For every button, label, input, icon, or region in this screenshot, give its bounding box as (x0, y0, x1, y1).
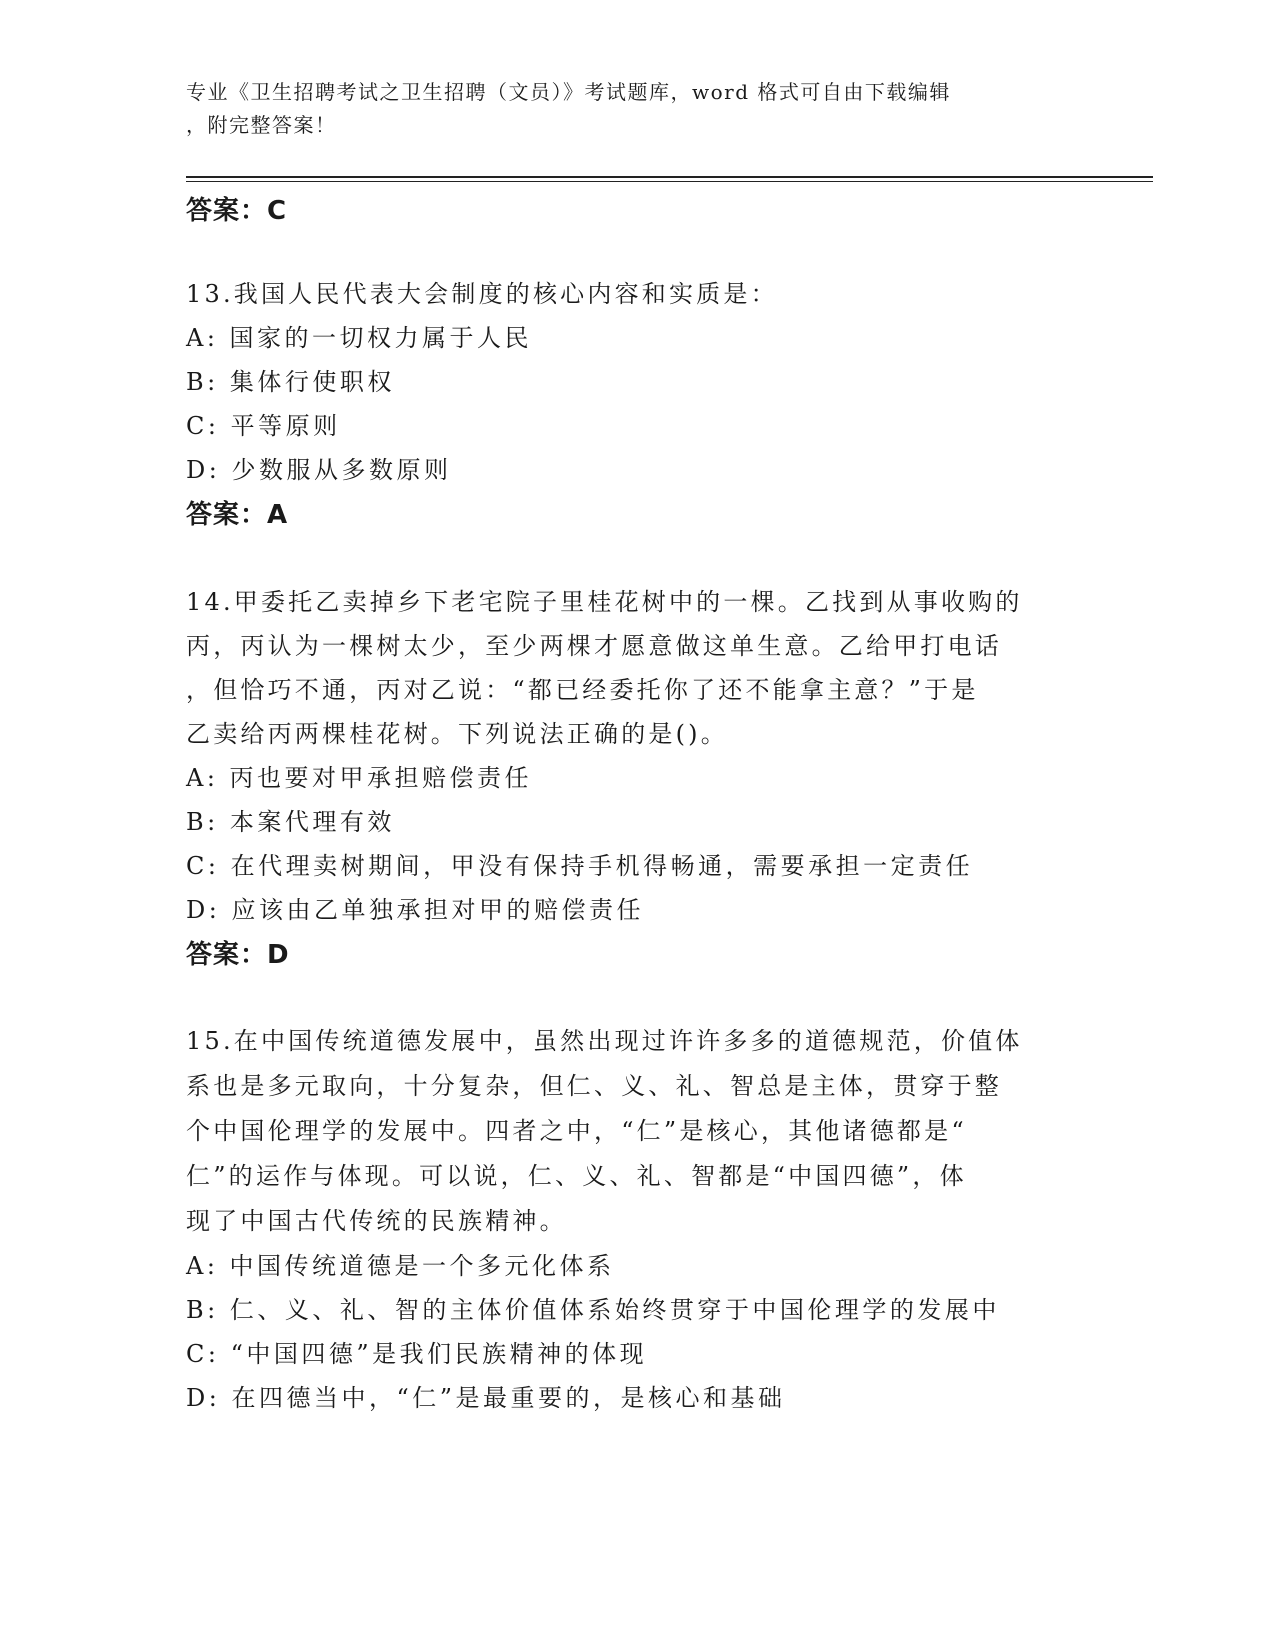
question-14-option-d: D: 应该由乙单独承担对甲的赔偿责任 (186, 896, 644, 924)
page-header (186, 76, 1086, 142)
question-15-stem-line: 个中国伦理学的发展中。四者之中，“仁”是核心，其他诸德都是“ (186, 1117, 967, 1145)
question-14-option-b: B: 本案代理有效 (186, 808, 395, 836)
question-13-answer: 答案：A (186, 500, 289, 530)
question-14-option-c: C: 在代理卖树期间，甲没有保持手机得畅通，需要承担一定责任 (186, 852, 974, 880)
question-14-stem-line: ，但恰巧不通，丙对乙说：“都已经委托你了还不能拿主意？”于是 (186, 676, 979, 704)
question-15-stem-line: 系也是多元取向，十分复杂，但仁、义、礼、智总是主体，贯穿于整 (186, 1072, 1002, 1100)
question-14-option-a: A: 丙也要对甲承担赔偿责任 (186, 764, 533, 792)
question-14-stem-line: 14.甲委托乙卖掉乡下老宅院子里桂花树中的一棵。乙找到从事收购的 (186, 588, 1023, 616)
header-divider (186, 176, 1153, 178)
question-15-stem-line: 15.在中国传统道德发展中，虽然出现过许许多多的道德规范，价值体 (186, 1027, 1023, 1055)
previous-answer: 答案：C (186, 196, 288, 226)
question-13-option-c: C: 平等原则 (186, 412, 341, 440)
question-15-option-b: B: 仁、义、礼、智的主体价值体系始终贯穿于中国伦理学的发展中 (186, 1296, 1000, 1324)
header-line-1: 专业《卫生招聘考试之卫生招聘（文员）》考试题库，word 格式可自由下载编辑 (186, 80, 951, 104)
question-13-option-a: A: 国家的一切权力属于人民 (186, 324, 533, 352)
question-15-stem-line: 仁”的运作与体现。可以说，仁、义、礼、智都是“中国四德”，体 (186, 1162, 967, 1190)
question-15-stem-line: 现了中国古代传统的民族精神。 (186, 1207, 567, 1235)
question-13-option-b: B: 集体行使职权 (186, 368, 395, 396)
question-14-answer: 答案：D (186, 940, 290, 970)
question-15-option-a: A: 中国传统道德是一个多元化体系 (186, 1252, 615, 1280)
question-15-option-d: D: 在四德当中，“仁”是最重要的，是核心和基础 (186, 1384, 786, 1412)
question-13-option-d: D: 少数服从多数原则 (186, 456, 452, 484)
question-14-stem-line: 乙卖给丙两棵桂花树。下列说法正确的是()。 (186, 720, 728, 748)
question-13-stem: 13.我国人民代表大会制度的核心内容和实质是： (186, 280, 778, 308)
header-divider-thin (186, 181, 1153, 182)
question-15-option-c: C: “中国四德”是我们民族精神的体现 (186, 1340, 648, 1368)
question-14-stem-line: 丙，丙认为一棵树太少，至少两棵才愿意做这单生意。乙给甲打电话 (186, 632, 1002, 660)
header-line-2: ，附完整答案！ (186, 113, 337, 137)
